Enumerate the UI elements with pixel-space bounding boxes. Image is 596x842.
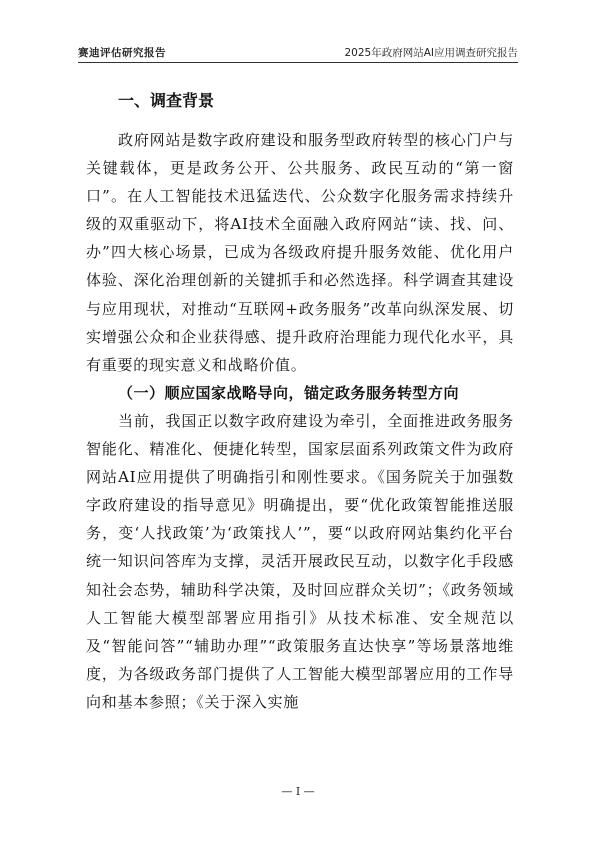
- subsection-paragraph: 当前，我国正以数字政府建设为牵引，全面推进政务服务智能化、精准化、便捷化转型，国家层面系列政策文件为政府网站AI应用提供了明确指引和刚性要求。《国务院关于加强数字政府建设的指导意见》明确提出，要“优化政策智能推送服务，变‘人找政策’为‘政策找人’”，要“以政府网站集约化平台统一知识问答库为支撑，灵活开展政民互动，以数字化手段感知社会态势，辅助科学决策，及时回应群众关切”；《政务领域人工智能大模型部署应用指引》从技术标准、安全规范以及“智能问答”“辅助办理”“政策服务直达快享”等场景落地维度，为各级政务部门提供了人工智能大模型部署应用的工作导向和基本参照；《关于深入实施: [86, 411, 514, 711]
- subsection-title: （一）顺应国家战略导向，锚定政务服务转型方向: [118, 383, 460, 402]
- document-body: [86, 82, 514, 716]
- page-header: [78, 42, 518, 60]
- header-report-title: 2025年政府网站AI应用调查研究报告: [344, 47, 518, 59]
- header-divider: [78, 62, 518, 63]
- page-number: — I —: [281, 785, 315, 798]
- intro-paragraph: 政府网站是数字政府建设和服务型政府转型的核心门户与关键载体，更是政务公开、公共服务、政民互动的“第一窗口”。在人工智能技术迅猛迭代、公众数字化服务需求持续升级的双重驱动下，将AI技术全面融入政府网站“读、找、问、办”四大核心场景，已成为各级政府提升服务效能、优化用户体验、深化治理创新的关键抓手和必然选择。科学调查其建设与应用现状，对推动“互联网+政务服务”改革向纵深发展、切实增强公众和企业获得感、提升政府治理能力现代化水平，具有重要的现实意义和战略价值。: [86, 131, 514, 374]
- section-title: 一、调查背景: [118, 91, 215, 110]
- header-report-series: 赛迪评估研究报告: [78, 47, 166, 59]
